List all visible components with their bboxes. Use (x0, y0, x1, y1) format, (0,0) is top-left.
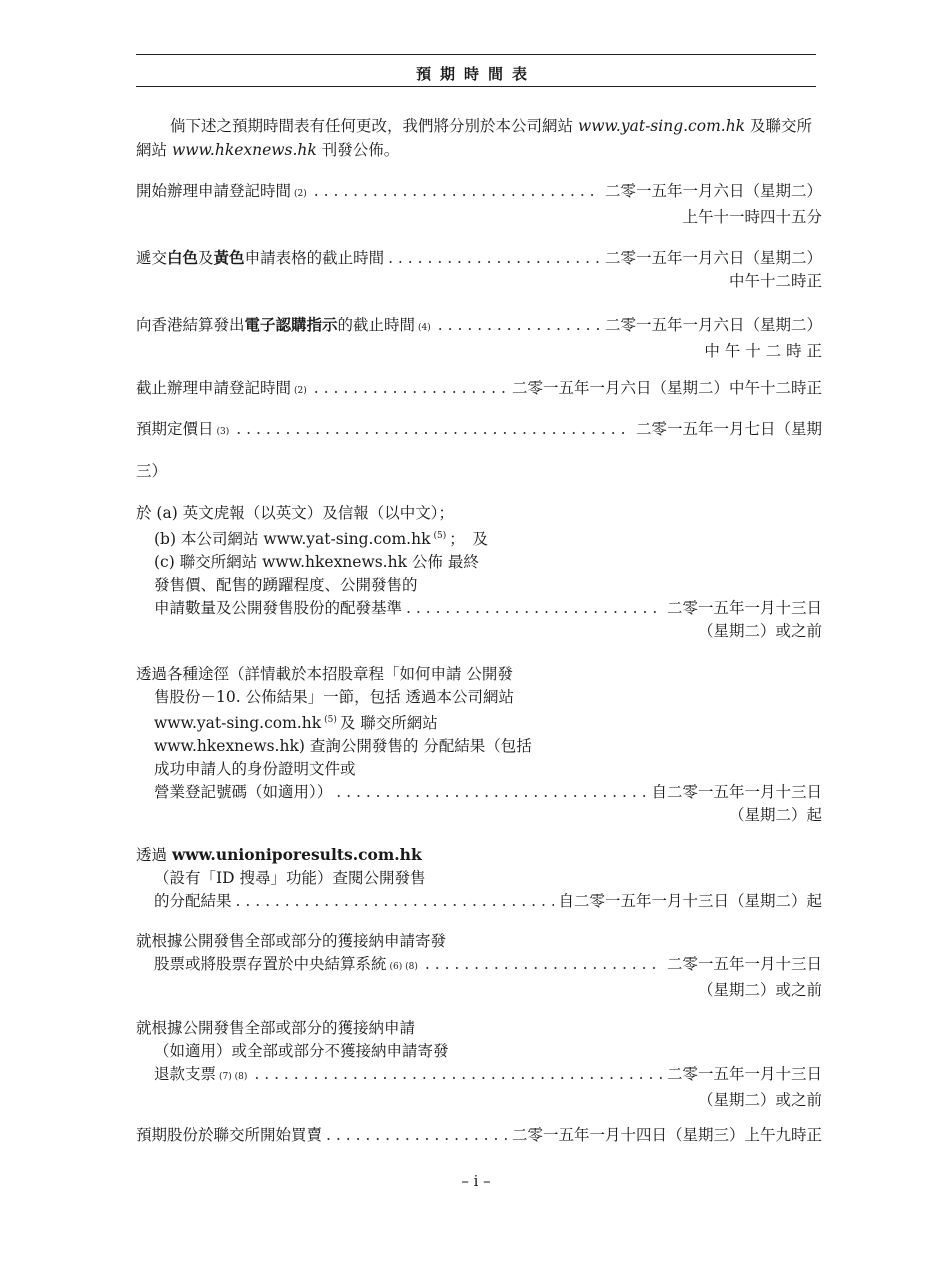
yellow-form-label: 黃色 (213, 249, 245, 267)
timetable-row: 透過 www.unioniporesults.com.hk （設有「ID 搜尋」功能）查閱公開發售 的分配結果 . . . 自二零一五年一月十三日（星期二）起 (136, 843, 822, 913)
company-website-link[interactable]: www.yat-sing.com.hk (577, 117, 746, 135)
timetable-row: 開始辦理申請登記時間 (2) . . . 二零一五年一月六日（星期二） 上午十一時四十五分 (136, 180, 822, 229)
page-title: 預期時間表 (415, 65, 536, 82)
page-number: – i – (461, 1172, 491, 1190)
timetable-row: 遞交 白色 及 黃色 申請表格的截止時間 . . . 二零一五年一月六日（星期二） 中午十二時正 (136, 247, 822, 293)
eipo-instruction-label: 電子認購指示 (244, 316, 338, 334)
white-form-label: 白色 (167, 249, 199, 267)
timetable-row: 透過各種途徑（詳情載於本招股章程「如何申請 公開發 售股份－10. 公佈結果」一節，包括 透過本公司網站 www.yat-sing.com.hk $^{(5)}$ 及 聯交所網站 www.hkexnews.hk) 查詢公開發售的 分配結果（包括 成功申請人的身份證明文件或 營業登記號碼（如適用）） . . . 自二零一五年一月十三日 （星期二）起 (136, 663, 822, 827)
timetable-row: 預期股份於聯交所開始買賣 . . . 二零一五年一月十四日（星期三）上午九時正 (136, 1124, 822, 1147)
timetable-row: 向香港結算發出 電子認購指示 的截止時間 (4) . . . 二零一五年一月六日（星期二） 中 午 十 二 時 正 (136, 314, 822, 363)
header-bottom-rule (136, 86, 816, 87)
document-page (136, 0, 822, 1267)
header-top-rule (136, 54, 816, 55)
timetable-row: 於 (a) 英文虎報（以英文）及信報（以中文）； (b) 本公司網站 www.yat-sing.com.hk $^{(5)}$ ； 及 (c) 聯交所網站 www.hkexnews.hk 公佈 最終 發售價、配售的踴躍程度、公開發售的 申請數量及公開發售股份的配發基準 . . . 二零一五年一月十三日 （星期二）或之前 (136, 502, 822, 643)
timetable-row: 預期定價日 (3) . . . 二零一五年一月七日（星期 三） (136, 418, 822, 483)
intro-paragraph: 倘下述之預期時間表有任何更改，我們將分別於本公司網站 www.yat-sing.com.hk 及聯交所網站 www.hkexnews.hk 刊發公佈。 (136, 117, 813, 159)
results-website-link[interactable]: www.unioniporesults.com.hk (171, 845, 422, 864)
timetable-row: 截止辦理申請登記時間 (2) . . . 二零一五年一月六日（星期二）中午十二時正 (136, 377, 822, 403)
hkex-website-link[interactable]: www.hkexnews.hk (171, 141, 317, 159)
timetable-row: 就根據公開發售全部或部分的獲接納申請寄發 股票或將股票存置於中央結算系統 (6) (8) . . . 二零一五年一月十三日 （星期二）或之前 (136, 930, 822, 1002)
timetable-row: 就根據公開發售全部或部分的獲接納申請 （如適用）或全部或部分不獲接納申請寄發 退款支票 (7) (8) . . . 二零一五年一月十三日 （星期二）或之前 (136, 1017, 822, 1112)
